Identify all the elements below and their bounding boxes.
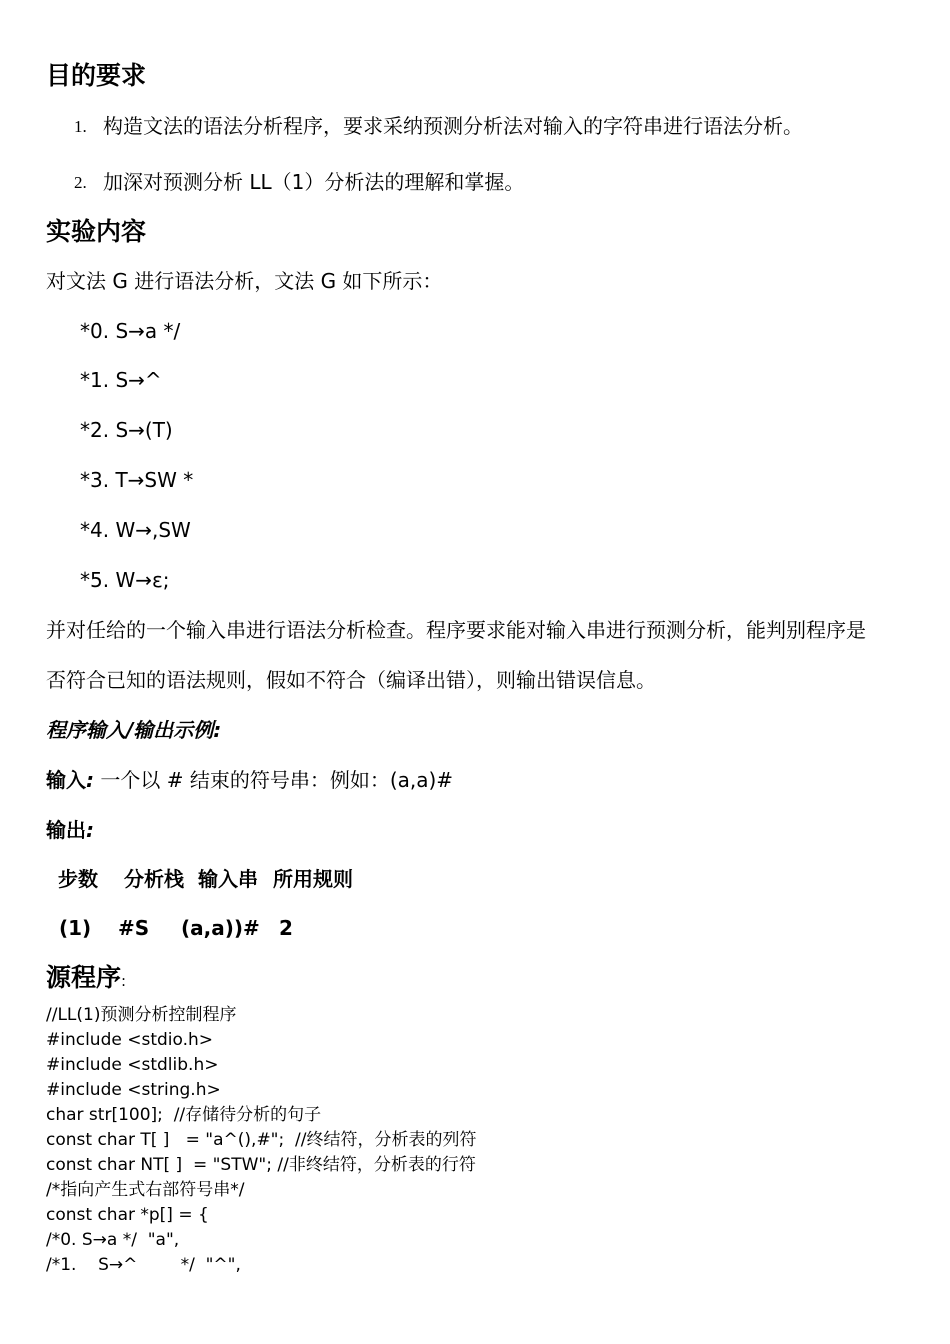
- code-line: const char NT[ ] = "STW"; //非终结符，分析表的行符: [46, 1155, 476, 1175]
- table-cell: #S: [118, 916, 150, 940]
- content-intro: 对文法 G 进行语法分析，文法 G 如下所示：: [46, 269, 443, 293]
- code-line: #include <stdlib.h>: [46, 1055, 219, 1075]
- list-number: 1.: [74, 117, 87, 136]
- section-title-source: [46, 963, 126, 996]
- grammar-rule: *2. S→(T): [80, 418, 173, 442]
- code-line: /*1. S→^ */ "^",: [46, 1255, 241, 1275]
- table-cell: (1): [59, 916, 92, 940]
- code-line: /*0. S→a */ "a",: [46, 1230, 180, 1250]
- code-line: #include <stdio.h>: [46, 1030, 214, 1050]
- section-title-goals: 目的要求: [46, 61, 147, 90]
- source-title-text: 源程序: [46, 963, 122, 992]
- code-line: //LL(1)预测分析控制程序: [46, 1005, 237, 1025]
- table-header-cell: 所用规则: [273, 867, 353, 891]
- code-line: /*指向产生式右部符号串*/: [46, 1180, 245, 1200]
- grammar-rule: *4. W→,SW: [80, 518, 191, 542]
- input-colon: :: [86, 768, 94, 792]
- list-number: 2.: [74, 173, 87, 192]
- table-header-cell: 输入串: [198, 867, 258, 891]
- table-header-cell: 步数: [58, 867, 98, 891]
- io-example-title: 程序输入/输出示例:: [46, 718, 222, 742]
- output-line: [46, 817, 94, 843]
- input-text: 一个以 # 结束的符号串：例如：(a,a)#: [94, 768, 454, 792]
- table-cell: 2: [279, 916, 293, 940]
- content-paragraph: 并对任给的一个输入串进行语法分析检查。程序要求能对输入串进行预测分析，能判别程序是: [46, 618, 866, 642]
- list-item-text: 加深对预测分析 LL（1）分析法的理解和掌握。: [103, 170, 525, 194]
- grammar-rule: *1. S→^: [80, 368, 162, 392]
- code-line: const char T[ ] = "a^(),#"; //终结符，分析表的列符: [46, 1130, 477, 1150]
- grammar-rule: *5. W→ε;: [80, 568, 170, 592]
- input-label: 输入: [46, 768, 86, 792]
- input-line: [46, 767, 453, 793]
- code-line: char str[100]; //存储待分析的句子: [46, 1105, 322, 1125]
- table-header-cell: 分析栈: [124, 867, 184, 891]
- grammar-rule: *3. T→SW *: [80, 468, 194, 492]
- list-item-text: 构造文法的语法分析程序，要求采纳预测分析法对输入的字符串进行语法分析。: [103, 114, 803, 138]
- grammar-rule: *0. S→a */: [80, 319, 181, 343]
- output-label: 输出: [46, 818, 86, 842]
- section-title-content: 实验内容: [46, 217, 147, 246]
- content-paragraph: 否符合已知的语法规则，假如不符合（编译出错），则输出错误信息。: [46, 668, 656, 692]
- source-colon: :: [121, 972, 127, 990]
- code-line: #include <string.h>: [46, 1080, 221, 1100]
- table-cell: (a,a))#: [181, 916, 260, 940]
- output-colon: :: [86, 818, 94, 842]
- code-line: const char *p[] = {: [46, 1205, 209, 1225]
